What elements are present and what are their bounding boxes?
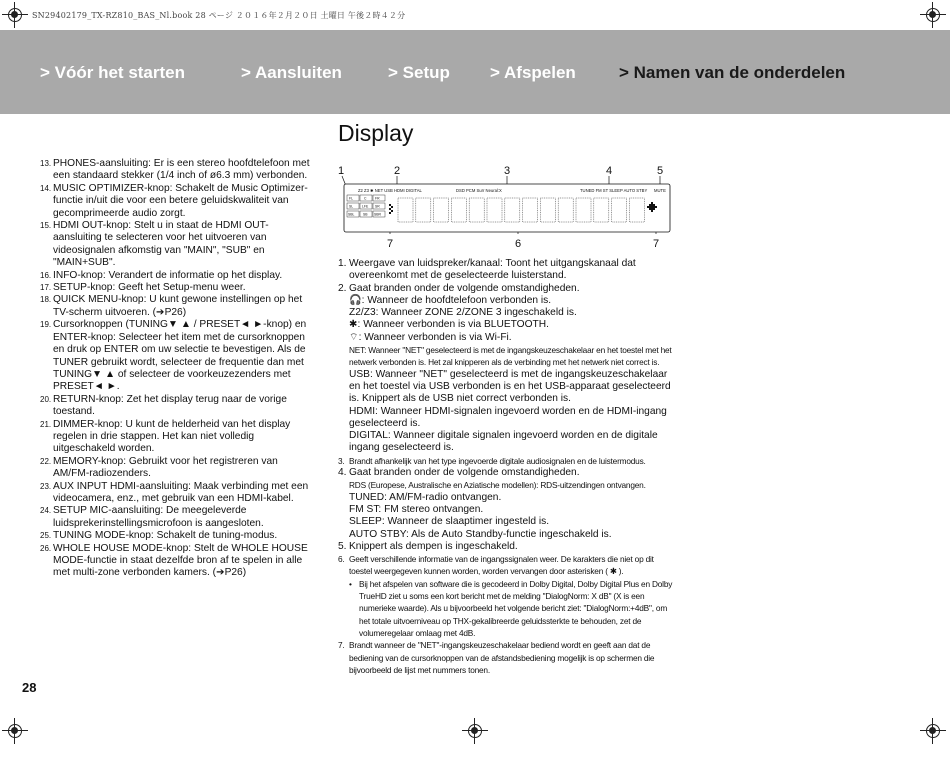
top-navigation xyxy=(0,30,950,114)
crop-mark-top-left xyxy=(2,2,28,28)
item-number: 25. xyxy=(40,531,52,541)
item-text: MEMORY-knop: Gebruikt voor het registreren van AM/FM-radiozenders. xyxy=(53,455,278,480)
list-item xyxy=(40,456,315,481)
ch-lfe: LFE xyxy=(362,204,369,209)
item-subtext: AUTO STBY: Als de Auto Standby-functie ingeschakeld is. xyxy=(349,528,612,540)
ch-sbr: SBR xyxy=(374,212,381,217)
item-bullet: • Bij het afspelen van software die is gecodeerd in Dolby Digital, Dolby Digital Plus en Dolby TrueHD ziet u soms een kort bericht met de melding "DialogNorm: X dB" (X is een numerieke waarde). Als u bijvoorbeeld het volgende bericht ziet: "DialogNorm:+4dB", om het totale uitvoerniveau op THX-gekalibreerde geluidssterkte te behouden, zet de volumeregelaar omlaag met 4dB. xyxy=(349,578,673,639)
list-item xyxy=(40,505,315,530)
indicator-group-5: MUTE xyxy=(654,188,666,193)
item-number: 6. xyxy=(338,554,345,565)
list-item xyxy=(338,455,673,467)
item-text: Weergave van luidspreker/kanaal: Toont het uitgangskanaal dat overeenkomt met de geselecteerde luisterstand. xyxy=(349,258,636,282)
item-text: RETURN-knop: Zet het display terug naar de vorige toestand. xyxy=(53,393,287,418)
crop-mark-bottom-left xyxy=(2,718,28,744)
nav-setup[interactable]: > Setup xyxy=(388,63,450,82)
ch-sr: SR xyxy=(375,204,380,209)
left-parts-list xyxy=(40,158,315,580)
ch-sbl: SBL xyxy=(348,212,355,217)
item-text: PHONES-aansluiting: Er is een stereo hoofdtelefoon met een standaard stekker (1/4 inch of ø6.3 mm) verbonden. xyxy=(53,158,310,182)
callout-5: 5 xyxy=(657,165,664,177)
item-number: 1. xyxy=(338,258,347,269)
crop-mark-bottom-center xyxy=(462,718,488,744)
item-number: 3. xyxy=(338,455,345,466)
item-text: Brandt wanneer de "NET"-ingangskeuzeschakelaar bediend wordt en geeft aan dat de bediening van de cursorknoppen van de afstandsbediening mogelijk is op schermen die bijvoorbeeld de lijst met nummers tonen. xyxy=(349,640,655,675)
list-item xyxy=(40,530,315,542)
file-header: SN29402179_TX-RZ810_BAS_Nl.book 28 ページ ２０１６年２月２０日 土曜日 午後２時４２分 xyxy=(32,11,406,20)
list-item xyxy=(40,294,315,319)
item-subtext: NET: Wanneer "NET" geselecteerd is met de ingangskeuzeschakelaar en het toestel met het netwerk verbonden is. Het zal knipperen als de verbinding met het netwerk niet correct is. xyxy=(349,345,672,368)
item-text: MUSIC OPTIMIZER-knop: Schakelt de Music Optimizer-functie in/uit die voor een betere geluidskwaliteit van gecomprimeerde audio zorgt. xyxy=(53,182,308,219)
item-number: 14. xyxy=(40,183,52,193)
list-item xyxy=(40,220,315,270)
item-number: 13. xyxy=(40,159,52,168)
item-text: WHOLE HOUSE MODE-knop: Stelt de WHOLE HOUSE MODE-functie in staat dezelfde bron af te spelen in alle met multi-zone verbonden kamers. (➔P26) xyxy=(53,542,308,579)
ch-fr: FR xyxy=(375,196,380,201)
item-text: Knippert als dempen is ingeschakeld. xyxy=(349,540,518,552)
callout-7-left: 7 xyxy=(387,238,394,250)
list-item xyxy=(40,319,315,393)
nav-aansluiten[interactable]: > Aansluiten xyxy=(241,63,342,82)
callout-7-right: 7 xyxy=(653,238,660,250)
list-item xyxy=(338,553,673,639)
item-number: 21. xyxy=(40,419,52,429)
item-subtext: RDS (Europese, Australische en Aziatische modellen): RDS-uitzendingen ontvangen. xyxy=(349,480,646,491)
list-item xyxy=(40,282,315,294)
list-item xyxy=(40,183,315,220)
display-diagram xyxy=(338,162,674,252)
list-item xyxy=(40,481,315,506)
item-text: AUX INPUT HDMI-aansluiting: Maak verbinding met een videocamera, enz., met gebruik van een HDMI-kabel. xyxy=(53,480,309,504)
item-text: HDMI OUT-knop: Stelt u in staat de HDMI OUT-aansluiting te selecteren voor het uitvoeren van videosignalen afkomstig van "MAIN", "SUB" en "MAIN+SUB". xyxy=(53,220,269,269)
item-number: 5. xyxy=(338,540,347,552)
list-item xyxy=(40,158,315,183)
item-number: 18. xyxy=(40,295,52,305)
list-item xyxy=(338,283,673,455)
nav-voor-het-starten[interactable]: > Vóór het starten xyxy=(40,63,186,82)
item-number: 16. xyxy=(40,270,52,280)
crop-mark-bottom-right xyxy=(920,718,946,744)
list-item xyxy=(40,543,315,580)
page-number: 28 xyxy=(22,680,37,695)
item-subtext: FM ST: FM stereo ontvangen. xyxy=(349,503,484,515)
item-subtext: Z2/Z3: Wanneer ZONE 2/ZONE 3 ingeschakeld is. xyxy=(349,307,577,319)
item-number: 2. xyxy=(338,282,347,294)
ch-fl: FL xyxy=(349,196,353,201)
nav-afspelen[interactable]: > Afspelen xyxy=(490,63,576,82)
item-subtext: ⌔: Wanneer verbonden is via Wi-Fi. xyxy=(349,331,512,343)
item-number: 22. xyxy=(40,456,52,466)
list-item xyxy=(40,270,315,282)
item-number: 20. xyxy=(40,394,52,404)
item-number: 15. xyxy=(40,221,52,231)
indicator-group-4: TUNED FM ST SLEEP AUTO STBY xyxy=(580,188,648,193)
item-number: 17. xyxy=(40,283,52,293)
indicator-group-3: DSD PCM Surr Neural:X xyxy=(456,188,502,193)
item-number: 4. xyxy=(338,467,347,479)
item-number: 19. xyxy=(40,320,52,330)
item-text: INFO-knop: Verandert de informatie op het display. xyxy=(53,269,283,281)
item-text: Geeft verschillende informatie van de ingangssignalen weer. De karakters die niet op dit toestel weergegeven kunnen worden, worden vervangen door asterisken ( ✱ ). xyxy=(349,554,654,577)
indicator-group-2: Z2 Z3 ✱ NET USB HDMI DIGITAL xyxy=(358,188,422,193)
item-text: TUNING MODE-knop: Schakelt de tuning-modus. xyxy=(53,530,278,542)
section-title: Display xyxy=(338,120,414,146)
list-item xyxy=(338,467,673,541)
item-text: Gaat branden onder de volgende omstandigheden. xyxy=(349,467,580,479)
item-subtext: ✱: Wanneer verbonden is via BLUETOOTH. xyxy=(349,319,549,331)
item-number: 26. xyxy=(40,543,52,553)
nav-namen-van-de-onderdelen[interactable]: > Namen van de onderdelen xyxy=(619,63,846,82)
list-item xyxy=(338,541,673,553)
crop-mark-top-right xyxy=(920,2,946,28)
ch-c: C xyxy=(364,196,367,201)
item-subtext: 🎧: Wanneer de hoofdtelefoon verbonden is. xyxy=(349,294,552,306)
callout-1: 1 xyxy=(338,165,345,177)
item-text: SETUP-knop: Geeft het Setup-menu weer. xyxy=(53,282,246,294)
callout-3: 3 xyxy=(504,165,511,177)
item-text: Gaat branden onder de volgende omstandigheden. xyxy=(349,282,580,294)
ch-sl: SL xyxy=(349,204,354,209)
item-number: 24. xyxy=(40,506,52,516)
item-subtext: HDMI: Wanneer HDMI-signalen ingevoerd worden en de HDMI-ingang geselecteerd is. xyxy=(349,405,667,429)
list-item xyxy=(40,419,315,456)
item-text: Brandt afhankelijk van het type ingevoerde digitale audiosignalen en de luistermodus. xyxy=(349,455,646,466)
item-number: 7. xyxy=(338,640,345,651)
item-text: DIMMER-knop: U kunt de helderheid van het display regelen in drie stappen. Het kan niet volledig uitgeschakeld worden. xyxy=(53,418,291,455)
list-item xyxy=(338,639,673,676)
list-item xyxy=(338,258,673,283)
item-text: Cursorknoppen (TUNING▼ ▲ / PRESET◄ ►-knop) en ENTER-knop: Selecteer het item met de cursorknoppen en druk op ENTER om uw selectie te bevestigen. Als de TUNER gebruikt wordt, selecteer de frequentie dan met TUNING▼ ▲ of selecteer de voorkeuzezenders met PRESET◄ ►. xyxy=(53,319,307,393)
item-subtext: USB: Wanneer "NET" geselecteerd is met de ingangskeuzeschakelaar en het toestel via USB verbonden is en het USB-apparaat geselecteerd is. Knippert als de USB niet correct verbonden is. xyxy=(349,368,671,405)
callout-6: 6 xyxy=(515,238,522,250)
list-item xyxy=(40,394,315,419)
item-number: 23. xyxy=(40,481,52,491)
item-subtext: TUNED: AM/FM-radio ontvangen. xyxy=(349,491,502,503)
item-text: QUICK MENU-knop: U kunt gewone instellingen op het TV-scherm uitvoeren. (➔P26) xyxy=(53,294,303,318)
callout-4: 4 xyxy=(606,165,613,177)
item-subtext: SLEEP: Wanneer de slaaptimer ingesteld is. xyxy=(349,516,550,528)
ch-sb: SB xyxy=(363,212,368,217)
callout-2: 2 xyxy=(394,165,401,177)
item-subtext: DIGITAL: Wanneer digitale signalen ingevoerd worden en de digitale ingang geselecteerd is. xyxy=(349,430,658,454)
right-display-list xyxy=(338,258,673,676)
item-text: SETUP MIC-aansluiting: De meegeleverde luidsprekerinstellingsmicrofoon is aangesloten. xyxy=(53,505,264,529)
